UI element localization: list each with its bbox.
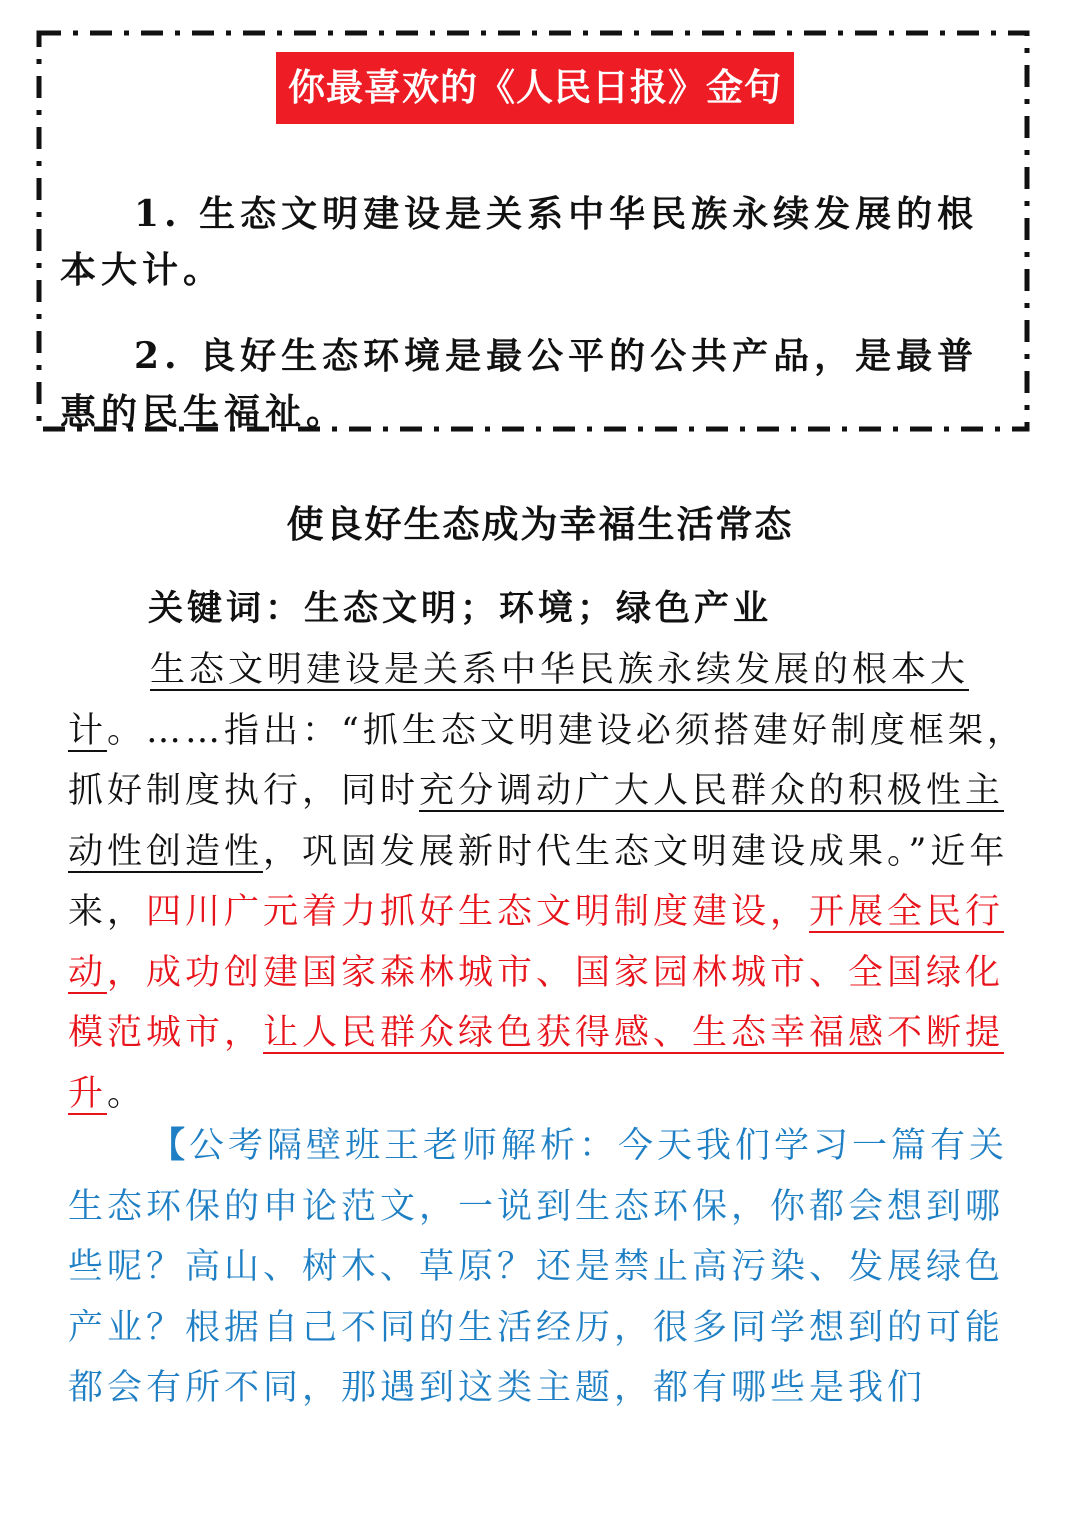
analysis-bracket: 【: [150, 1125, 190, 1166]
underlined-sentence-1: 生态文明建设是关系中华民族永续发展的根本大计: [68, 650, 970, 751]
body-text-segment: ，巩固发展新时代生态文明建设成果。”近年来，: [68, 831, 1009, 932]
quote-box: [36, 30, 1030, 432]
analysis-paragraph: [68, 1116, 1030, 1419]
red-underlined-text: 让人民群众绿色获得感、生态幸福感不断提升: [68, 1013, 1005, 1114]
quote-item-1: 1. 生态文明建设是关系中华民族永续发展的根本大计。: [60, 193, 979, 291]
red-highlight-text: ，成功创建国家森林城市、国家园林城市、全国绿化模范城市，: [68, 952, 1005, 1053]
red-highlight-text: 四川广元着力抓好生态文明制度建设，: [146, 892, 810, 932]
keywords-line: 关键词：生态文明；环境；绿色产业: [148, 588, 773, 629]
underlined-sentence-2: 充分调动广大人民群众的积极性主动性创造性: [68, 771, 1005, 872]
red-underlined-text: 开展全民行动: [68, 892, 1005, 993]
analysis-text: 公考隔壁班王老师解析：今天我们学习一篇有关生态环保的申论范文，一说到生态环保，你都会想到哪些呢？高山、树木、草原？还是禁止高污染、发展绿色产业？根据自己不同的生活经历，很多同学想到的可能都会有所不同，那遇到这类主题，都有哪些是我们: [68, 1126, 1009, 1408]
body-text-segment: 。……指出：“抓生态文明建设必须搭建好制度框架，抓好制度执行，同时: [68, 710, 1026, 811]
body-paragraph: [68, 640, 1030, 1124]
quote-box-title: 你最喜欢的《人民日报》金句: [276, 52, 794, 124]
article-title: 使良好生态成为幸福生活常态: [286, 502, 794, 546]
quote-item-2: 2. 良好生态环境是最公平的公共产品，是最普惠的民生福祉。: [60, 335, 979, 433]
body-text-segment: 。: [107, 1073, 147, 1114]
